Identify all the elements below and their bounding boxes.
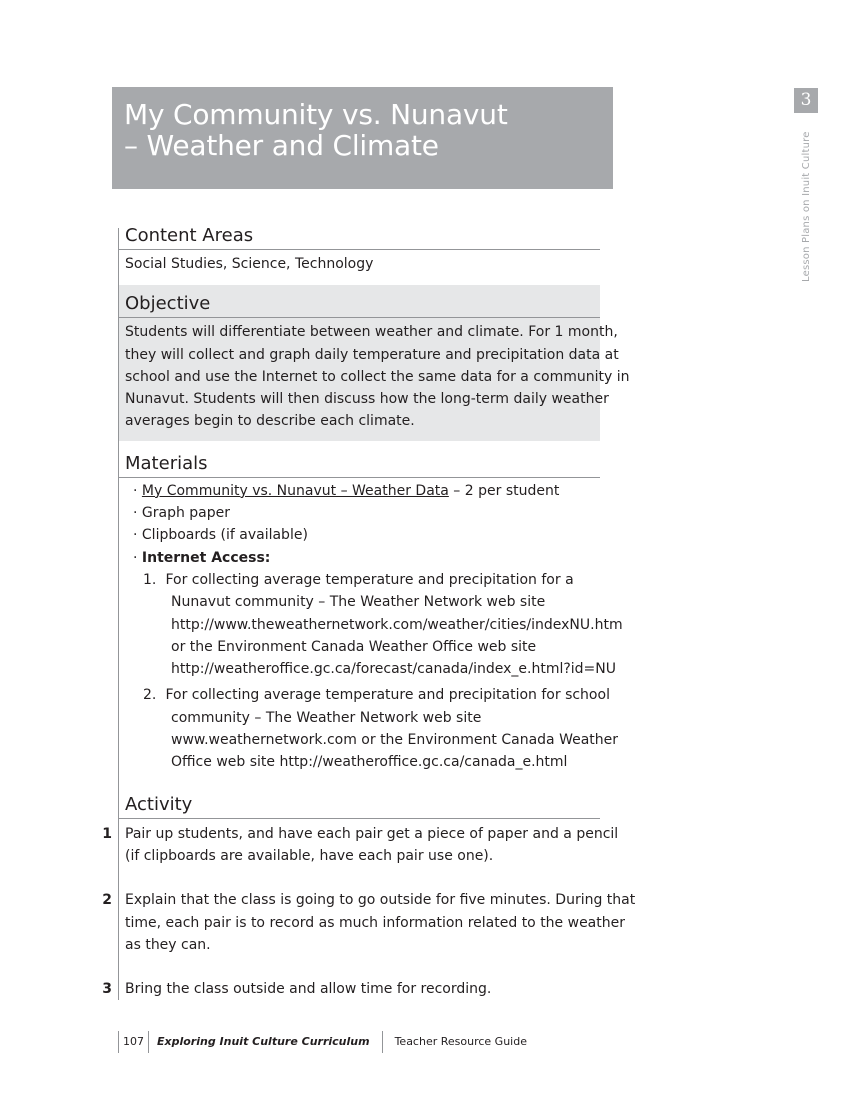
- materials-item: [133, 547, 600, 569]
- step-line: time, each pair is to record as much information related to the weather: [125, 914, 625, 931]
- resource-line: or the Environment Canada Weather Office web site: [171, 638, 537, 655]
- weather-data-link[interactable]: My Community vs. Nunavut – Weather Data: [141, 482, 449, 499]
- materials-item: [133, 502, 600, 524]
- objective-line: Nunavut. Students will then discuss how the long-term daily weather: [125, 391, 609, 408]
- resource-line: For collecting average temperature and precipitation for school: [165, 687, 610, 704]
- content-areas-section: [119, 225, 600, 275]
- content-areas-heading: Content Areas: [119, 225, 600, 250]
- guide-title: Teacher Resource Guide: [394, 1035, 527, 1048]
- step-line: as they can.: [125, 936, 211, 953]
- materials-item: [133, 480, 600, 502]
- step-line: Pair up students, and have each pair get a piece of paper and a pencil: [125, 825, 619, 842]
- resource-line: www.weathernetwork.com or the Environment Canada Weather: [171, 732, 619, 749]
- activity-step-3: [102, 978, 600, 1000]
- internet-access-label: Internet Access:: [141, 549, 271, 566]
- materials-list: [119, 478, 623, 774]
- resource-number: 2.: [143, 687, 157, 704]
- weatheroffice-nu-url[interactable]: http://weatheroffice.gc.ca/forecast/canada/index_e.html?id=NU: [171, 661, 616, 678]
- internet-resource-2: [133, 684, 619, 773]
- title-block: [112, 87, 613, 189]
- objective-line: school and use the Internet to collect the same data for a community in: [125, 368, 630, 385]
- objective-line: they will collect and graph daily temperature and precipitation data at: [125, 346, 619, 363]
- resource-line: Nunavut community – The Weather Network web site: [171, 594, 546, 611]
- page-title-line-2: – Weather and Climate: [124, 129, 439, 162]
- objective-line: Students will differentiate between weather and climate. For 1 month,: [125, 324, 618, 341]
- content-areas-text: Social Studies, Science, Technology: [125, 256, 374, 272]
- bullet: ·: [133, 549, 138, 566]
- step-number: 2: [102, 892, 112, 909]
- step-number: 3: [102, 981, 112, 998]
- bullet: ·: [133, 527, 138, 544]
- side-label-text: Lesson Plans on Inuit Culture: [801, 131, 812, 282]
- bullet: ·: [133, 482, 138, 499]
- internet-resource-1: [133, 569, 623, 680]
- objective-section: [119, 285, 630, 440]
- bullet: ·: [133, 505, 138, 522]
- materials-item-text: Clipboards (if available): [141, 527, 308, 544]
- activity-step-2: [102, 889, 636, 956]
- resource-number: 1.: [143, 571, 157, 588]
- step-line: Bring the class outside and allow time for recording.: [125, 981, 492, 998]
- resource-line: community – The Weather Network web site: [171, 709, 482, 726]
- materials-item: [133, 524, 600, 546]
- activity-step-1: [102, 823, 619, 868]
- objective-line: averages begin to describe each climate.: [125, 413, 415, 430]
- step-line: (if clipboards are available, have each pair use one).: [125, 847, 494, 864]
- step-number: 1: [102, 825, 112, 842]
- weathernetwork-nu-url[interactable]: http://www.theweathernetwork.com/weather/cities/indexNU.htm: [171, 616, 623, 633]
- page-number: 107: [118, 1031, 149, 1053]
- objective-heading: Objective: [119, 293, 600, 318]
- activity-section: [102, 793, 636, 1001]
- chapter-number-badge: 3: [794, 88, 818, 113]
- materials-heading: Materials: [119, 453, 600, 478]
- resource-line: Office web site http://weatheroffice.gc.ca/canada_e.html: [171, 754, 568, 771]
- materials-item-text: Graph paper: [141, 505, 231, 522]
- page-title-line-1: My Community vs. Nunavut: [124, 98, 508, 131]
- lesson-content: [102, 225, 636, 1000]
- page-footer: [118, 1031, 527, 1053]
- materials-section: [119, 452, 623, 774]
- materials-item-text: – 2 per student: [448, 482, 560, 499]
- book-title: Exploring Inuit Culture Curriculum: [149, 1031, 383, 1053]
- step-line: Explain that the class is going to go outside for five minutes. During that: [125, 892, 636, 909]
- resource-line: For collecting average temperature and precipitation for a: [165, 571, 574, 588]
- activity-heading: Activity: [119, 794, 600, 819]
